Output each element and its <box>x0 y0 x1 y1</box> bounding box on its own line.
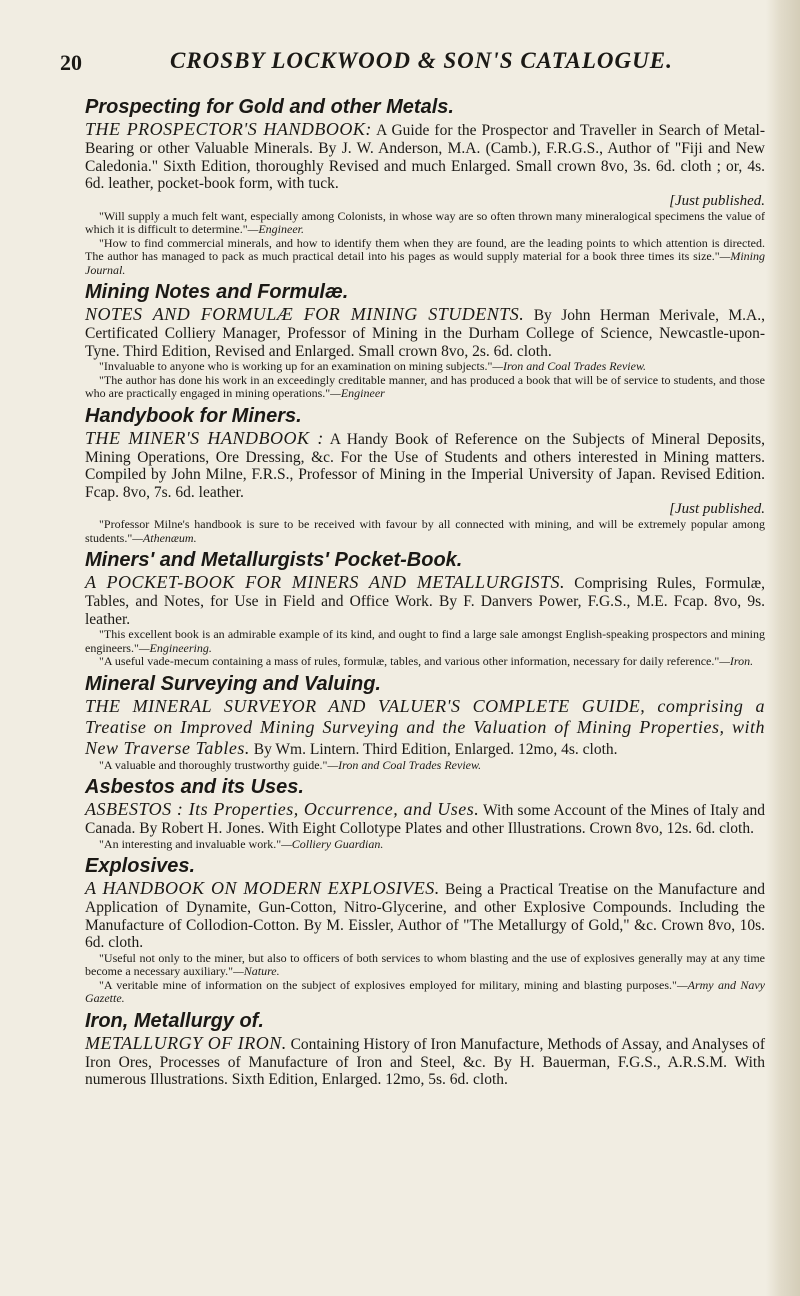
catalogue-entry <box>85 96 765 277</box>
book-title: ASBESTOS : Its Properties, Occurrence, and Uses. <box>85 799 480 819</box>
catalogue-entry <box>85 405 765 546</box>
book-description: Being a Practical Treatise on the Manufacture and Application of Dynamite, Gun-Cotton, Nitro-Glycerine, and other Explosive Compounds. Including the Manufacture of Collodion-Cotton. By M. Eissler, Author of "The Metallurgy of Gold," &c. Crown 8vo, 10s. 6d. cloth. <box>85 881 765 951</box>
review-quote: "A veritable mine of information on the subject of explosives employed for military, mining and blasting purposes."—Army and Navy Gazette. <box>85 977 765 1005</box>
book-title: THE MINERAL SURVEYOR AND VALUER'S COMPLETE GUIDE, comprising a Treatise on Improved Mining Surveying and the Valuation of Mining Properties, with New Traverse Tables. <box>85 695 765 758</box>
catalogue-title: CROSBY LOCKWOOD & SON'S CATALOGUE. <box>170 48 673 73</box>
book-title: NOTES AND FORMULÆ FOR MINING STUDENTS. <box>85 304 525 324</box>
running-header <box>60 48 740 78</box>
book-title: THE MINER'S HANDBOOK : <box>85 427 324 448</box>
book-description: Comprising Rules, Formulæ, Tables, and Notes, for Use in Field and Office Work. By F. Danvers Power, F.G.S., M.E. Fcap. 8vo, 9s. leather. <box>85 575 765 628</box>
book-description: A Handy Book of Reference on the Subjects of Mineral Deposits, Mining Operations, Ore Dressing, &c. For the Use of Students and others interested in Mining matters. Compiled by John Milne, F.R.S., Professor of Mining in the Imperial University of Japan. Revised Edition. Fcap. 8vo, 7s. 6d. leather. <box>85 430 765 501</box>
review-quote: "A useful vade-mecum containing a mass of rules, formulæ, tables, and various other information, necessary for daily reference."—Iron. <box>99 654 754 668</box>
book-title: METALLURGY OF IRON. <box>85 1032 287 1053</box>
catalogue-entry <box>85 776 765 851</box>
book-description: By Wm. Lintern. Third Edition, Enlarged. 12mo, 4s. cloth. <box>253 740 618 758</box>
entry-heading: Mining Notes and Formulæ. <box>85 281 349 303</box>
book-title: A POCKET-BOOK FOR MINERS AND METALLURGISTS. <box>85 572 566 592</box>
catalogue-entry <box>85 281 765 401</box>
book-description: With some Account of the Mines of Italy and Canada. By Robert H. Jones. With Eight Collotype Plates and other Illustrations. Crown 8vo, 12s. 6d. cloth. <box>85 802 765 837</box>
catalogue-entry <box>85 855 765 1006</box>
entry-heading: Asbestos and its Uses. <box>85 776 304 798</box>
book-title: A HANDBOOK ON MODERN EXPLOSIVES. <box>85 878 440 898</box>
entry-heading: Mineral Surveying and Valuing. <box>85 672 381 695</box>
page-number: 20 <box>60 50 82 75</box>
entry-heading: Handybook for Miners. <box>85 404 302 427</box>
book-description: Containing History of Iron Manufacture, Methods of Assay, and Analyses of Iron Ores, Processes of Manufacture of Iron and Steel, &c. By H. Bauerman, F.G.S., A.R.S.M. With numerous Illustrations. Sixth Edition, Enlarged. 12mo, 5s. 6d. cloth. <box>85 1035 765 1088</box>
review-quote: "Professor Milne's handbook is sure to be received with favour by all connected with mining, and will be extremely popular among students."—Athenæum. <box>85 517 765 545</box>
entry-heading: Prospecting for Gold and other Metals. <box>85 96 454 118</box>
review-quote: "Useful not only to the miner, but also to officers of both services to whom blasting and the use of explosives generally may at any time become a necessary auxiliary."—Nature. <box>85 950 765 978</box>
entry-heading: Miners' and Metallurgists' Pocket-Book. <box>85 549 463 571</box>
book-description: By John Herman Merivale, M.A., Certificated Colliery Manager, Professor of Mining in the Durham College of Science, Newcastle-upon-Tyne. Third Edition, Revised and Enlarged. Small crown 8vo, 2s. 6d. cloth. <box>85 307 766 360</box>
catalogue-entry <box>85 673 765 773</box>
catalogue-entry <box>85 549 765 669</box>
entry-heading: Iron, Metallurgy of. <box>85 1009 264 1032</box>
publication-note: [Just published. <box>669 192 765 209</box>
review-quote: "An interesting and invaluable work."—Colliery Guardian. <box>99 836 384 851</box>
book-title: THE PROSPECTOR'S HANDBOOK: <box>85 119 372 139</box>
entry-heading: Explosives. <box>85 855 196 877</box>
review-quote: "How to find commercial minerals, and how to identify them when they are found, are the leading points to which attention is directed. The author has managed to pack as much practical detail into his pages as would supply material for a book three times its size."—Mining Journal. <box>85 235 765 277</box>
review-quote: "The author has done his work in an exceedingly creditable manner, and has produced a book that will be of service to students, and those who are practically engaged in mining operations."—Engineer <box>85 372 765 400</box>
review-quote: "Will supply a much felt want, especially among Colonists, in whose way are so often thrown many mineralogical specimens the value of which it is difficult to determine."—Engineer. <box>85 208 765 236</box>
review-quote: "Invaluable to anyone who is working up for an examination on mining subjects."—Iron and Coal Trades Review. <box>99 359 647 373</box>
review-quote: "This excellent book is an admirable example of its kind, and ought to find a large sale amongst English-speaking prospectors and mining engineers."—Engineering. <box>85 627 765 655</box>
review-quote: "A valuable and thoroughly trustworthy guide."—Iron and Coal Trades Review. <box>99 757 482 772</box>
book-description: A Guide for the Prospector and Traveller in Search of Metal-Bearing or other Valuable Minerals. By J. W. Anderson, M.A. (Camb.), F.R.G.S., Author of "Fiji and New Caledonia." Sixth Edition, thoroughly Revised and much Enlarged. Small crown 8vo, 3s. 6d. cloth ; or, 4s. 6d. leather, pocket-book form, with tuck. <box>85 122 765 192</box>
publication-note: [Just published. <box>669 501 765 517</box>
catalogue-column <box>85 96 765 1093</box>
page-edge-shadow <box>766 0 800 1296</box>
catalogue-entry <box>85 1010 765 1089</box>
